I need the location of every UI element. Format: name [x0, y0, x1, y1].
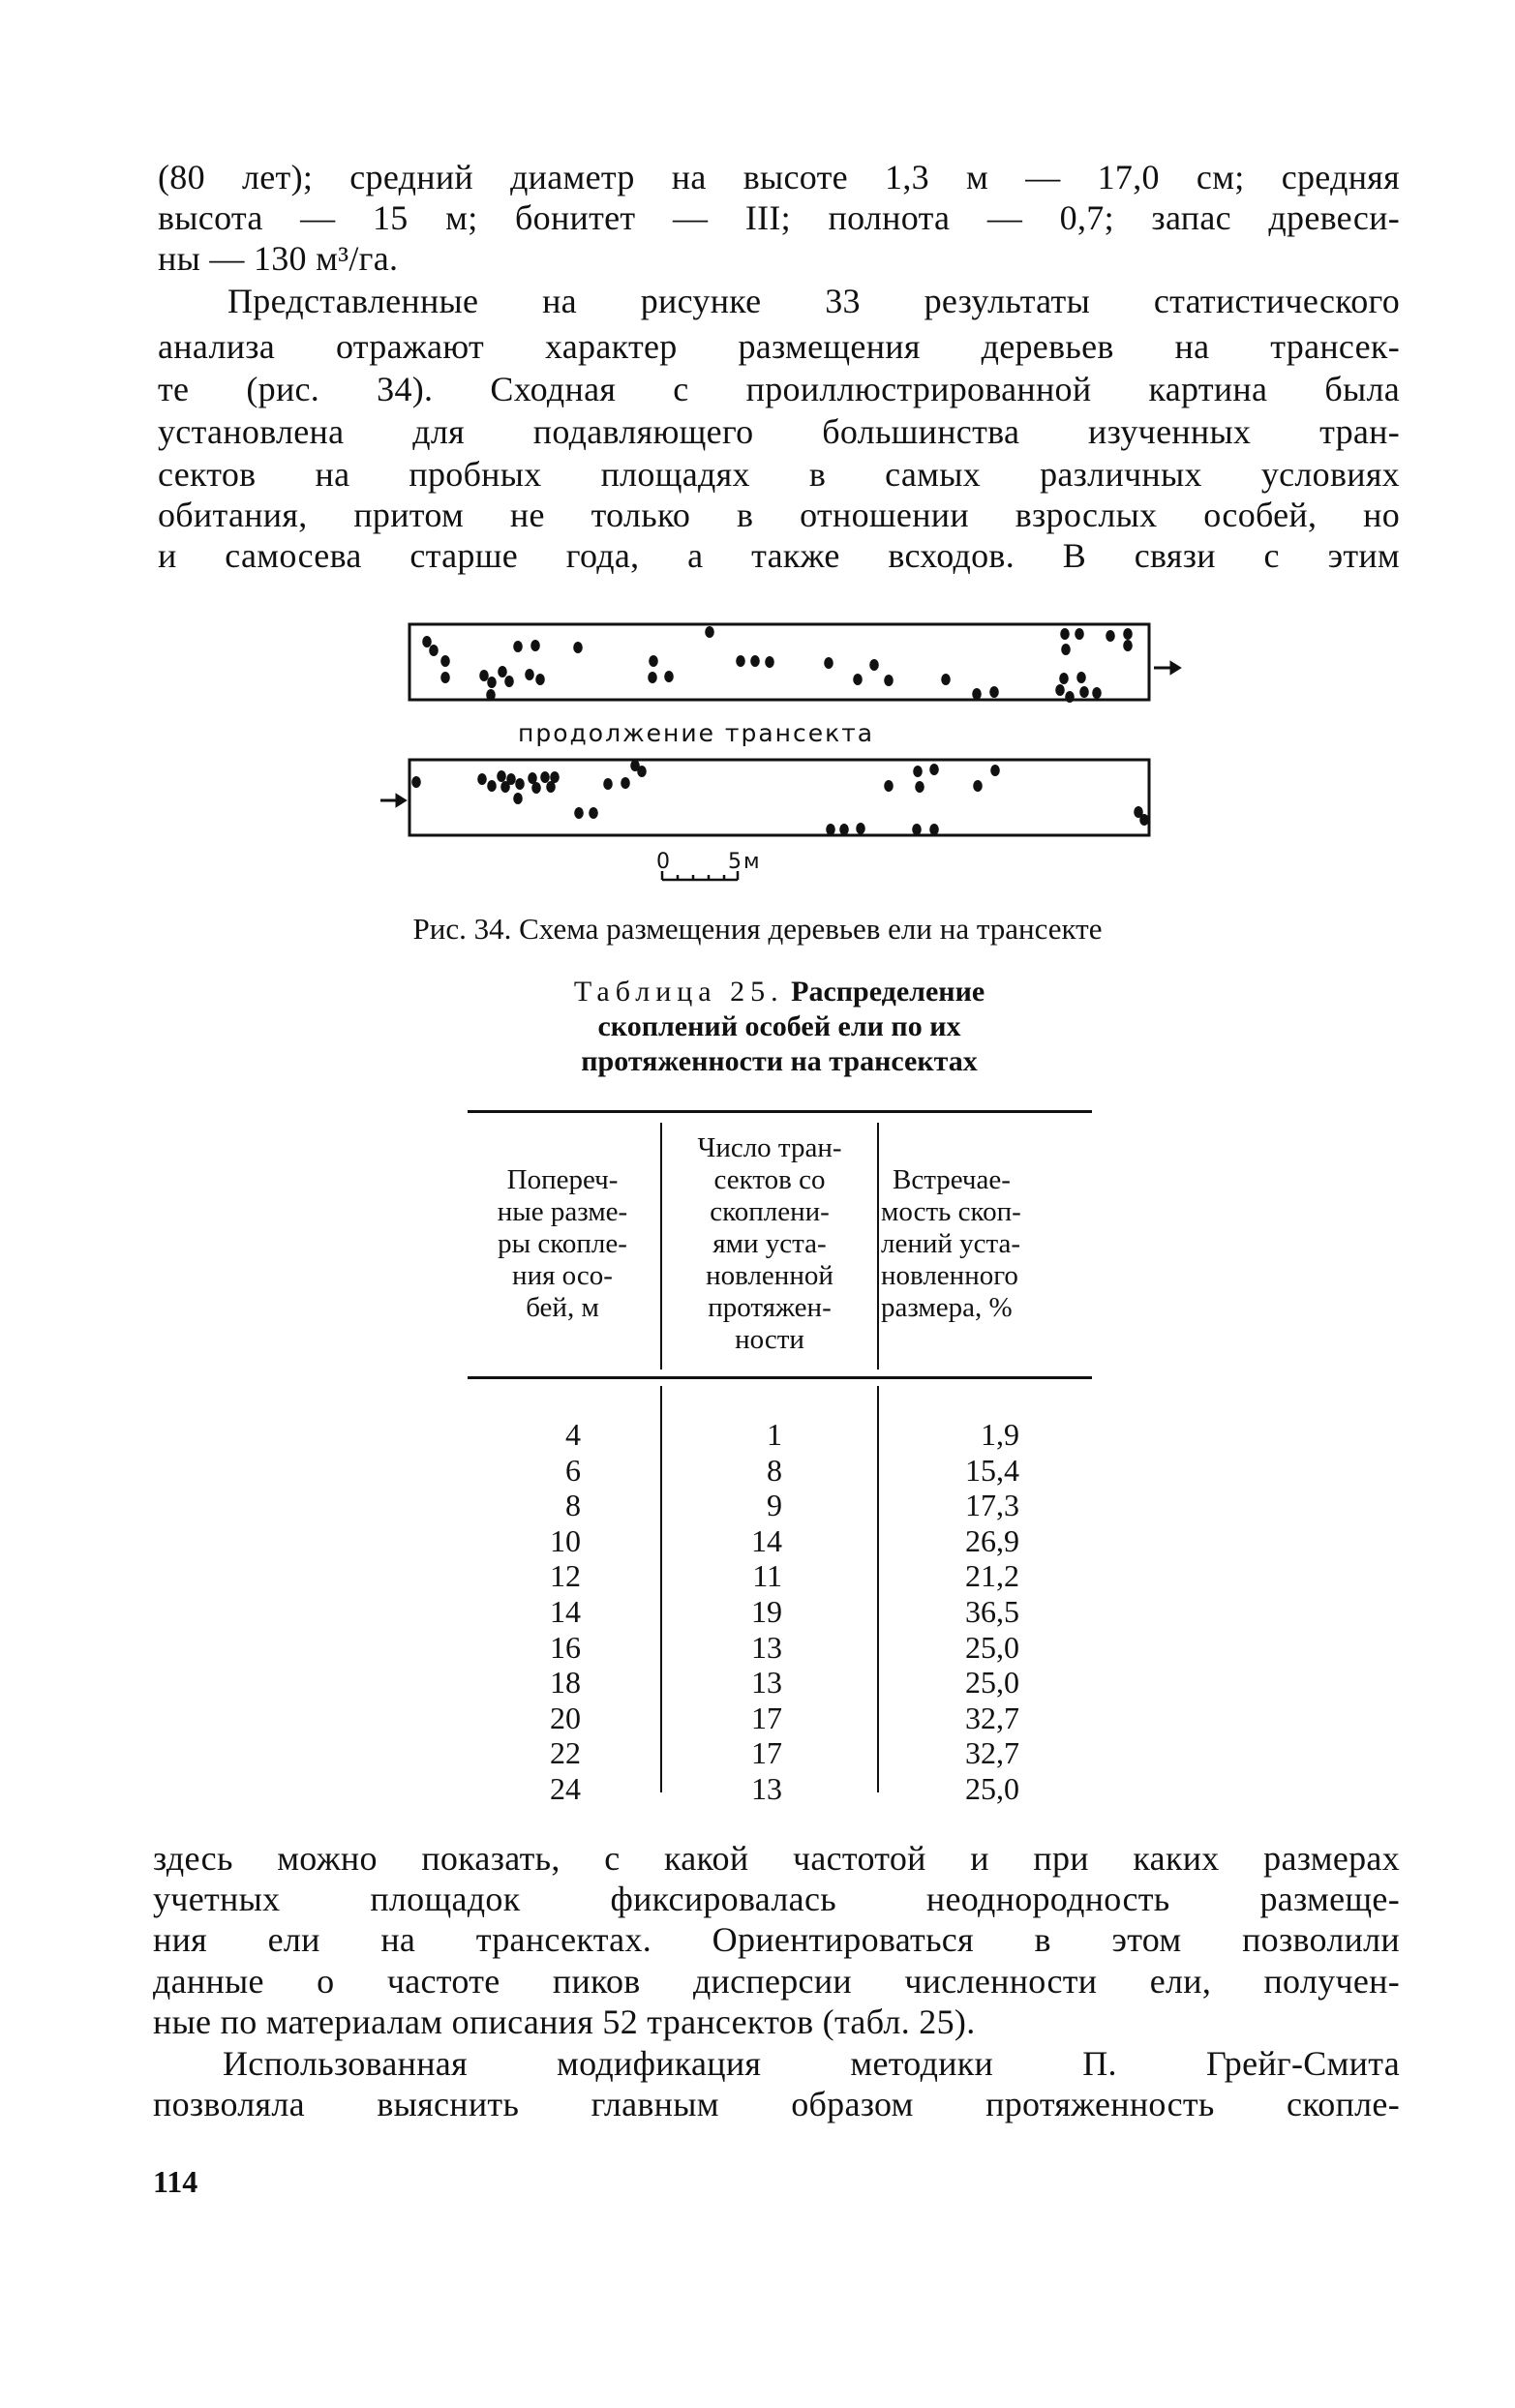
column-divider	[660, 1386, 662, 1792]
cell-count: 13	[751, 1665, 782, 1701]
tree-dot	[1055, 684, 1065, 696]
cell-count: 17	[751, 1700, 782, 1735]
tree-dot	[1076, 672, 1086, 683]
tree-dot	[990, 765, 1000, 776]
cell-count: 19	[751, 1594, 782, 1629]
tree-dot	[486, 689, 496, 701]
arrow-right-icon	[1154, 663, 1179, 673]
cell-count: 8	[767, 1452, 782, 1488]
tree-dot	[440, 672, 450, 683]
tree-dot	[856, 823, 865, 834]
cell-count: 14	[751, 1522, 782, 1558]
tree-dot	[1060, 628, 1070, 640]
tree-dot	[649, 655, 658, 667]
tree-dot	[648, 672, 657, 683]
tree-dot	[630, 760, 640, 771]
cell-frequency: 15,4	[965, 1452, 1019, 1488]
table-title	[0, 974, 1515, 1010]
tree-dot	[941, 674, 951, 685]
cell-size: 14	[550, 1594, 581, 1629]
cell-size: 10	[550, 1522, 581, 1558]
scale-zero-label: 0	[656, 850, 672, 874]
tree-dot	[1123, 628, 1133, 640]
tree-dot	[531, 782, 541, 794]
tree-dot	[1139, 814, 1149, 826]
text-line: сектов на пробных площадях в самых различных условиях	[158, 455, 1400, 494]
text-line: ные по материалам описания 52 трансектов (табл. 25).	[153, 2002, 976, 2041]
cell-frequency: 21,2	[965, 1558, 1019, 1594]
cell-size: 24	[550, 1771, 581, 1806]
tree-dot	[1079, 686, 1089, 698]
text-line: ны — 130 м³/га.	[158, 239, 399, 278]
column-divider	[660, 1123, 662, 1370]
table-title-line: протяженности на трансектах	[581, 1045, 978, 1077]
transect-strip-top	[409, 624, 1149, 700]
cell-frequency: 32,7	[965, 1735, 1019, 1771]
arrow-right-icon	[380, 796, 405, 805]
tree-dot	[839, 824, 849, 835]
tree-dot	[1065, 691, 1075, 703]
tree-dot	[479, 670, 489, 681]
cell-frequency: 25,0	[965, 1629, 1019, 1665]
cell-size: 6	[565, 1452, 581, 1488]
column-header-size: Попереч- ные разме- ры скопле- ния осо- бей, м	[497, 1164, 628, 1323]
cell-count: 17	[751, 1735, 782, 1771]
tree-dot	[972, 688, 982, 700]
tree-dot	[540, 771, 550, 783]
cell-size: 20	[550, 1700, 581, 1735]
text-line: обитания, притом не только в отношении взрослых особей, но	[158, 496, 1400, 534]
tree-dot	[929, 764, 939, 775]
cell-size: 12	[550, 1558, 581, 1594]
tree-dot	[513, 793, 523, 804]
tree-dot	[765, 656, 774, 668]
tree-dot	[1075, 628, 1084, 640]
tree-dot	[603, 778, 613, 790]
tree-dot	[1092, 687, 1102, 699]
cell-frequency: 36,5	[965, 1594, 1019, 1629]
text-line: Представленные на рисунке 33 результаты статистического	[227, 282, 1400, 320]
cell-frequency: 25,0	[965, 1771, 1019, 1806]
tree-dot	[884, 780, 894, 792]
text-line: Использованная модификация методики П. Грейг-Смита	[223, 2044, 1400, 2083]
cell-size: 18	[550, 1665, 581, 1701]
tree-dots-top	[422, 626, 1133, 703]
cell-count: 13	[751, 1629, 782, 1665]
tree-dot	[411, 776, 421, 788]
tree-dot	[989, 686, 999, 698]
tree-dot	[915, 781, 924, 793]
cell-frequency: 1,9	[981, 1417, 1019, 1452]
table-top-rule	[468, 1110, 1092, 1113]
tree-dot	[440, 655, 450, 667]
text-line: и самосева старше года, а также всходов. В связи с этим	[158, 536, 1400, 575]
tree-dot	[506, 773, 516, 785]
tree-dot	[664, 671, 674, 682]
tree-dot	[750, 655, 760, 667]
tree-dot	[525, 669, 534, 680]
tree-dot	[884, 675, 894, 686]
tree-dots-bottom	[411, 760, 1149, 835]
tree-dot	[869, 659, 879, 671]
table-number: Таблица 25.	[573, 976, 784, 1008]
figure-caption: Рис. 34. Схема размещения деревьев ели на трансекте	[412, 912, 1103, 946]
tree-dot	[621, 777, 630, 789]
table-title-text: Распределение	[783, 976, 985, 1008]
cell-frequency: 32,7	[965, 1700, 1019, 1735]
cell-size: 16	[550, 1629, 581, 1665]
tree-dot	[504, 676, 514, 687]
tree-dot	[589, 807, 598, 819]
tree-dot	[574, 807, 584, 819]
cell-count: 11	[752, 1558, 782, 1594]
cell-size: 22	[550, 1735, 581, 1771]
continuation-label: продолжение трансекта	[518, 719, 875, 747]
text-line: ния ели на трансектах. Ориентироваться в этом позволили	[153, 1920, 1400, 1959]
tree-dot	[973, 780, 983, 792]
transect-figure	[0, 0, 1515, 929]
tree-dot	[705, 626, 714, 638]
tree-dot	[913, 766, 923, 777]
cell-count: 1	[767, 1417, 782, 1452]
cell-frequency: 26,9	[965, 1522, 1019, 1558]
tree-dot	[422, 636, 432, 647]
tree-dot	[535, 674, 545, 685]
tree-dot	[573, 642, 583, 653]
text-line: высота — 15 м; бонитет — III; полнота — 0,7; запас древеси-	[158, 198, 1400, 237]
tree-dot	[487, 677, 497, 688]
cell-size: 4	[565, 1417, 581, 1452]
column-header-count: Число тран- сектов со скоплени- ями уста- новленной протяжен- ности	[697, 1132, 842, 1355]
tree-dot	[497, 770, 506, 782]
tree-dot	[515, 778, 525, 790]
tree-dot	[530, 640, 540, 651]
text-line: здесь можно показать, с какой частотой и при каких размерах	[153, 1839, 1400, 1878]
tree-dot	[498, 666, 507, 677]
column-header-frequency: Встречае- мость скоп- лений уста- новленного размера, %	[881, 1164, 1021, 1323]
scale-five-label: 5м	[728, 850, 762, 874]
tree-dot	[513, 641, 523, 652]
tree-dot	[1059, 673, 1069, 684]
tree-dot	[824, 657, 833, 669]
column-divider	[877, 1386, 879, 1792]
column-divider	[877, 1123, 879, 1370]
tree-dot	[929, 824, 939, 835]
table-header-rule	[468, 1376, 1092, 1379]
tree-dot	[1123, 640, 1133, 651]
tree-dot	[736, 655, 745, 667]
text-line: данные о частоте пиков дисперсии численности ели, получен-	[153, 1962, 1400, 2001]
cell-count: 13	[751, 1771, 782, 1806]
cell-frequency: 17,3	[965, 1488, 1019, 1523]
text-line: установлена для подавляющего большинства изученных тран-	[158, 412, 1400, 451]
tree-dot	[1061, 644, 1071, 655]
scale-bar	[662, 871, 738, 880]
text-line: позволяла выяснить главным образом протяженность скопле-	[153, 2085, 1400, 2123]
cell-frequency: 25,0	[965, 1665, 1019, 1701]
table-title-line: скоплений особей ели по их	[597, 1010, 961, 1042]
text-line: учетных площадок фиксировалась неоднородность размеще-	[153, 1880, 1400, 1918]
tree-dot	[1106, 630, 1115, 642]
tree-dot	[853, 674, 863, 685]
tree-dot	[429, 645, 439, 656]
tree-dot	[912, 824, 922, 835]
text-line: (80 лет); средний диаметр на высоте 1,3 м — 17,0 см; средняя	[158, 158, 1400, 196]
tree-dot	[826, 824, 835, 835]
page-number: 114	[153, 2164, 198, 2199]
tree-dot	[487, 780, 497, 792]
cell-size: 8	[565, 1488, 581, 1523]
text-line: анализа отражают характер размещения деревьев на трансек-	[158, 327, 1400, 366]
cell-count: 9	[767, 1488, 782, 1523]
tree-dot	[477, 773, 487, 785]
tree-dot	[550, 771, 560, 783]
text-line: те (рис. 34). Сходная с проиллюстрированной картина была	[158, 370, 1400, 408]
